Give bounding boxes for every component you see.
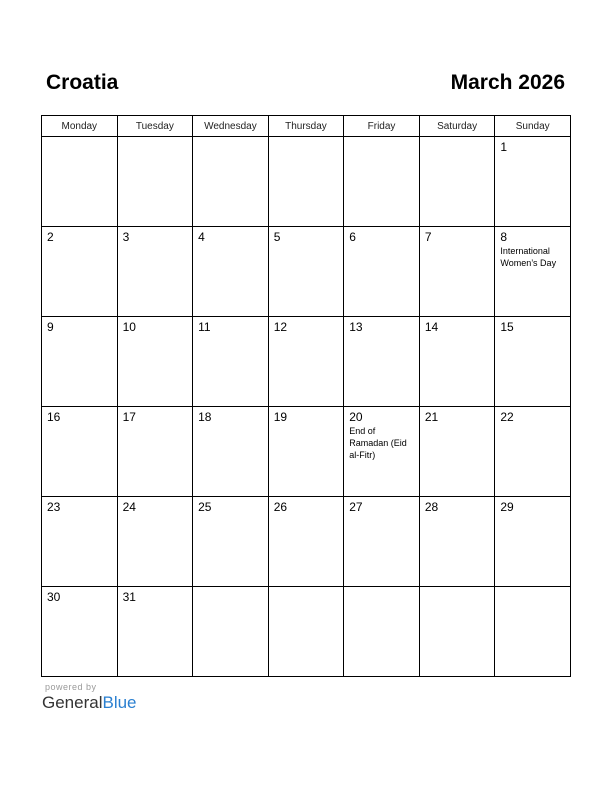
day-cell <box>193 587 269 677</box>
day-cell <box>117 137 193 227</box>
day-number: 4 <box>198 230 205 244</box>
day-number: 7 <box>424 230 432 244</box>
day-number: 23 <box>47 500 61 514</box>
day-cell <box>193 317 269 407</box>
day-cell <box>193 497 269 587</box>
day-cell <box>268 407 344 497</box>
day-number: 9 <box>47 320 54 334</box>
day-cell <box>495 407 571 497</box>
day-number: 21 <box>424 410 439 424</box>
day-cell <box>344 317 420 407</box>
weekday-header: Saturday <box>419 116 495 137</box>
day-number: 22 <box>500 410 514 424</box>
day-cell <box>344 227 420 317</box>
weekday-header: Sunday <box>495 116 571 137</box>
day-cell <box>268 317 344 407</box>
day-number: 26 <box>273 500 288 514</box>
day-number: 29 <box>500 500 514 514</box>
day-cell <box>268 227 344 317</box>
day-cell <box>268 497 344 587</box>
week-row <box>42 137 571 227</box>
day-number: 27 <box>349 500 363 514</box>
day-cell <box>193 227 269 317</box>
day-cell <box>419 317 495 407</box>
day-cell <box>419 227 495 317</box>
week-row <box>42 587 571 677</box>
day-number: 24 <box>122 500 136 514</box>
day-number: 5 <box>273 230 281 244</box>
holiday-label: End of Ramadan (Eid al-Fitr) <box>349 426 407 460</box>
day-cell <box>42 227 118 317</box>
weekday-header: Friday <box>344 116 420 137</box>
day-number: 18 <box>198 410 212 424</box>
week-row <box>42 407 571 497</box>
day-cell <box>495 497 571 587</box>
day-cell <box>419 137 495 227</box>
week-row <box>42 497 571 587</box>
day-cell <box>42 587 118 677</box>
day-cell <box>42 407 118 497</box>
day-number: 8 <box>500 230 508 244</box>
day-number: 2 <box>47 230 54 244</box>
day-number: 20 <box>349 410 363 424</box>
calendar-grid <box>41 115 571 677</box>
day-number: 25 <box>198 500 212 514</box>
day-cell <box>193 137 269 227</box>
day-cell <box>42 497 118 587</box>
day-number: 13 <box>349 320 363 334</box>
weekday-header-row <box>42 116 571 137</box>
weekday-header: Wednesday <box>193 116 269 137</box>
day-number: 31 <box>122 590 136 604</box>
day-cell <box>268 137 344 227</box>
day-number: 3 <box>122 230 130 244</box>
weekday-header: Thursday <box>268 116 344 137</box>
day-cell <box>193 407 269 497</box>
month-year-title: March 2026 <box>450 71 565 94</box>
day-number: 14 <box>424 320 439 334</box>
day-cell <box>117 407 193 497</box>
day-number: 1 <box>500 140 508 154</box>
weekday-header: Monday <box>42 116 118 137</box>
day-number: 12 <box>273 320 288 334</box>
day-cell <box>419 497 495 587</box>
day-number: 15 <box>500 320 514 334</box>
day-cell <box>117 587 193 677</box>
day-cell <box>344 407 420 497</box>
day-cell <box>117 317 193 407</box>
week-row <box>42 317 571 407</box>
day-cell <box>495 317 571 407</box>
day-cell <box>42 317 118 407</box>
day-number: 28 <box>424 500 439 514</box>
day-number: 6 <box>349 230 356 244</box>
holiday-label: International Women’s Day <box>500 246 557 268</box>
day-cell <box>268 587 344 677</box>
generalblue-logo[interactable] <box>42 693 137 713</box>
day-number: 10 <box>122 320 136 334</box>
week-row <box>42 227 571 317</box>
day-number: 16 <box>47 410 61 424</box>
day-number: 11 <box>198 320 211 334</box>
day-cell <box>495 587 571 677</box>
day-cell <box>419 587 495 677</box>
powered-by-label: powered by <box>45 682 97 692</box>
day-number: 17 <box>122 410 136 424</box>
weekday-header: Tuesday <box>117 116 193 137</box>
day-cell <box>117 497 193 587</box>
calendar-body <box>42 137 571 677</box>
country-title: Croatia <box>46 71 119 94</box>
day-cell <box>495 227 571 317</box>
day-cell <box>344 137 420 227</box>
day-cell <box>419 407 495 497</box>
brand-general-text: General <box>42 693 103 712</box>
day-number: 19 <box>273 410 288 424</box>
day-cell <box>495 137 571 227</box>
day-cell <box>344 497 420 587</box>
day-cell <box>42 137 118 227</box>
day-cell <box>344 587 420 677</box>
day-cell <box>117 227 193 317</box>
brand-blue-text: Blue <box>102 693 137 712</box>
day-number: 30 <box>47 590 61 604</box>
